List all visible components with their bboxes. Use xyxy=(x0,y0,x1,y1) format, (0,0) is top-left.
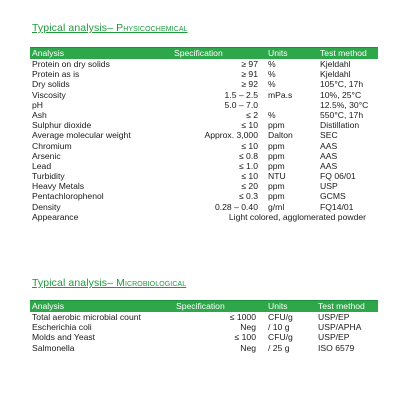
cell-test-method: 550°C, 17h xyxy=(320,109,364,120)
header-units: Units xyxy=(268,301,288,312)
header-analysis: Analysis xyxy=(32,301,64,312)
cell-analysis: Heavy Metals xyxy=(32,181,85,192)
cell-units: NTU xyxy=(268,171,286,182)
cell-units: % xyxy=(268,59,276,69)
cell-test-method: USP/EP xyxy=(318,312,350,322)
cell-units: ppm xyxy=(268,120,285,131)
table-row xyxy=(30,59,378,69)
table-row xyxy=(30,191,378,201)
cell-analysis: pH xyxy=(32,99,43,110)
cell-specification: 0.28 – 0.40 xyxy=(214,201,258,212)
cell-test-method: ISO 6579 xyxy=(318,342,355,353)
cell-analysis: Protein on dry solids xyxy=(32,59,110,69)
cell-test-method: AAS xyxy=(320,140,338,151)
table-row xyxy=(30,130,378,140)
cell-analysis: Chromium xyxy=(32,140,72,151)
cell-test-method: 105°C, 17h xyxy=(320,79,364,90)
cell-specification: ≤ 1000 xyxy=(229,312,256,322)
cell-specification: ≥ 91 xyxy=(241,69,258,80)
cell-analysis: Escherichia coli xyxy=(32,322,92,333)
table-row xyxy=(30,69,378,79)
cell-test-method: USP/APHA xyxy=(318,322,362,333)
cell-analysis: Lead xyxy=(32,160,52,171)
cell-appearance-value: Light colored, agglomerated powder xyxy=(228,211,366,222)
cell-specification: ≥ 92 xyxy=(241,79,258,90)
table-row xyxy=(30,110,378,120)
cell-analysis: Molds and Yeast xyxy=(32,332,96,343)
header-specification: Specification xyxy=(174,48,223,59)
cell-analysis: Protein as is xyxy=(32,69,80,80)
header-units: Units xyxy=(268,48,288,59)
physicochemical-title-prefix: Typical analysis– xyxy=(32,22,117,34)
cell-test-method: USP/EP xyxy=(318,332,350,343)
cell-test-method: 12.5%, 30°C xyxy=(320,99,369,110)
cell-specification: ≤ 0.3 xyxy=(238,191,258,202)
cell-analysis: Salmonella xyxy=(32,342,75,353)
cell-units: Dalton xyxy=(268,130,293,141)
table-row xyxy=(30,343,378,353)
physicochemical-table xyxy=(30,47,378,222)
cell-test-method: USP xyxy=(320,181,338,192)
cell-specification: Neg xyxy=(240,342,256,353)
cell-test-method: FQ 06/01 xyxy=(320,171,356,182)
cell-units: g/ml xyxy=(268,201,285,212)
header-specification: Specification xyxy=(176,301,225,312)
header-test-method: Test method xyxy=(318,301,365,312)
cell-specification: ≤ 10 xyxy=(241,171,258,182)
microbiological-table-body xyxy=(30,312,378,353)
cell-analysis: Arsenic xyxy=(32,150,61,161)
microbiological-table xyxy=(30,300,378,353)
cell-units: / 10 g xyxy=(268,322,290,333)
cell-specification: ≥ 97 xyxy=(241,59,258,69)
table-row xyxy=(30,79,378,89)
cell-units: / 25 g xyxy=(268,342,290,353)
cell-units: % xyxy=(268,69,276,80)
microbiological-title-main: Microbiological xyxy=(116,277,187,289)
cell-specification: 1.5 – 2.5 xyxy=(224,89,258,100)
cell-test-method: AAS xyxy=(320,150,338,161)
cell-test-method: GCMS xyxy=(320,191,346,202)
table-row xyxy=(30,322,378,332)
cell-specification: ≤ 0.8 xyxy=(238,150,258,161)
cell-analysis: Density xyxy=(32,201,61,212)
cell-analysis: Ash xyxy=(32,109,47,120)
table-row xyxy=(30,120,378,130)
cell-specification: ≤ 2 xyxy=(246,109,258,120)
table-row xyxy=(30,202,378,212)
cell-test-method: AAS xyxy=(320,160,338,171)
table-row xyxy=(30,151,378,161)
microbiological-title-prefix: Typical analysis– xyxy=(32,277,117,289)
cell-specification: Neg xyxy=(240,322,256,333)
cell-analysis: Turbidity xyxy=(32,171,65,182)
microbiological-table-header xyxy=(30,300,378,312)
cell-units: CFU/g xyxy=(268,332,293,343)
cell-test-method: Kjeldahl xyxy=(320,69,351,80)
cell-units: ppm xyxy=(268,160,285,171)
cell-units: ppm xyxy=(268,181,285,192)
cell-specification: ≤ 20 xyxy=(241,181,258,192)
header-test-method: Test method xyxy=(320,48,367,59)
cell-analysis: Average molecular weight xyxy=(32,130,131,141)
cell-specification: ≤ 10 xyxy=(241,140,258,151)
cell-specification: ≤ 100 xyxy=(234,332,256,343)
table-row-appearance xyxy=(30,212,378,222)
cell-units: mPa.s xyxy=(268,89,293,100)
table-row xyxy=(30,332,378,342)
cell-specification: ≤ 10 xyxy=(241,120,258,131)
physicochemical-title xyxy=(32,22,188,34)
microbiological-title xyxy=(32,277,186,289)
table-row xyxy=(30,161,378,171)
cell-units: % xyxy=(268,109,276,120)
cell-test-method: Distillation xyxy=(320,120,360,131)
cell-analysis: Sulphur dioxide xyxy=(32,120,92,131)
cell-test-method: 10%, 25°C xyxy=(320,89,362,100)
cell-analysis: Appearance xyxy=(32,211,79,222)
cell-analysis: Pentachlorophenol xyxy=(32,191,104,202)
cell-units: CFU/g xyxy=(268,312,293,322)
cell-analysis: Total aerobic microbial count xyxy=(32,312,141,322)
cell-units: ppm xyxy=(268,191,285,202)
cell-units: ppm xyxy=(268,140,285,151)
cell-test-method: Kjeldahl xyxy=(320,59,351,69)
cell-specification: Approx. 3,000 xyxy=(204,130,258,141)
table-row xyxy=(30,141,378,151)
cell-test-method: SEC xyxy=(320,130,338,141)
header-analysis: Analysis xyxy=(32,48,64,59)
table-row xyxy=(30,312,378,322)
cell-specification: 5.0 – 7.0 xyxy=(224,99,258,110)
cell-test-method: FQ14/01 xyxy=(320,201,354,212)
cell-units: ppm xyxy=(268,150,285,161)
cell-analysis: Viscosity xyxy=(32,89,66,100)
table-row xyxy=(30,100,378,110)
cell-analysis: Dry solids xyxy=(32,79,70,90)
physicochemical-table-header xyxy=(30,47,378,59)
physicochemical-title-main: Physicochemical xyxy=(116,22,188,34)
cell-specification: ≤ 1.0 xyxy=(238,160,258,171)
table-row xyxy=(30,181,378,191)
table-row xyxy=(30,171,378,181)
cell-units: % xyxy=(268,79,276,90)
table-row xyxy=(30,90,378,100)
physicochemical-table-body xyxy=(30,59,378,212)
